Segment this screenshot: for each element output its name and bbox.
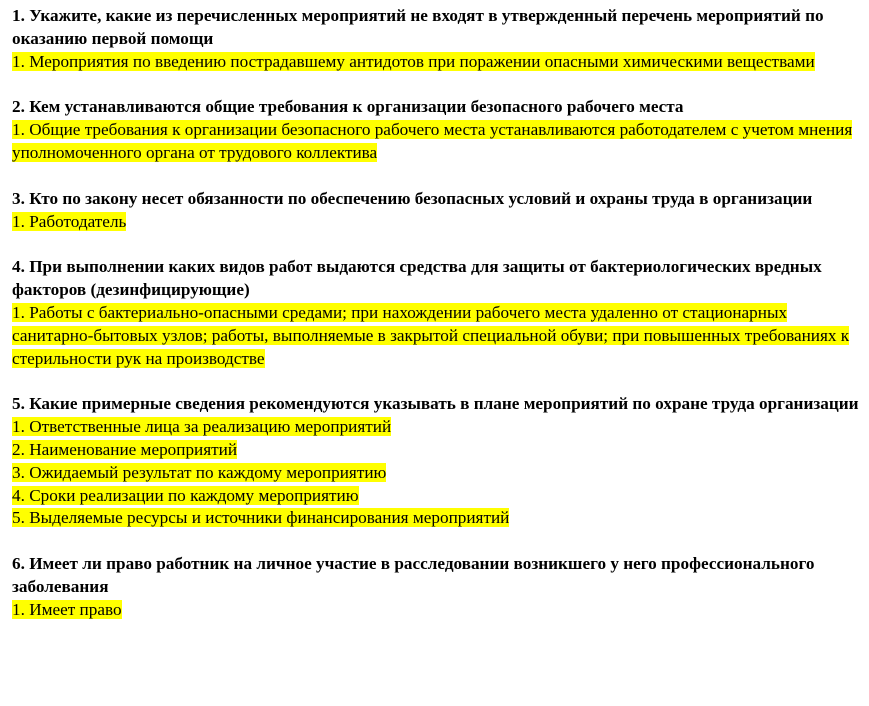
answer-highlight: 1. Общие требования к организации безопасного рабочего места устанавливаются работодателем с учетом мнения уполномоченного органа от трудового коллектива xyxy=(12,120,853,162)
question-block-6 xyxy=(12,553,861,621)
question-text: 2. Кем устанавливаются общие требования к организации безопасного рабочего места xyxy=(12,97,684,117)
question-text: 4. При выполнении каких видов работ выдаются средства для защиты от бактериологических вредных факторов (дезинфицирующие) xyxy=(12,257,822,300)
question-text: 5. Какие примерные сведения рекомендуются указывать в плане мероприятий по охране труда организации xyxy=(12,394,859,414)
answer-highlight: 1. Мероприятия по введению пострадавшему антидотов при поражении опасными химическими веществами xyxy=(12,51,815,71)
answer-highlight: 3. Ожидаемый результат по каждому мероприятию xyxy=(12,462,387,482)
question-block-5 xyxy=(12,393,861,530)
question-block-3 xyxy=(12,188,861,234)
question-block-4 xyxy=(12,256,861,370)
answer-highlight: 1. Работы с бактериально-опасными средами; при нахождении рабочего места удаленно от стационарных санитарно-бытовых узлов; работы, выполняемые в закрытой специальной обуви; при повышенных требованиях к стерильности рук на производстве xyxy=(12,302,850,368)
answer-highlight: 1. Ответственные лица за реализацию мероприятий xyxy=(12,417,392,437)
answer-highlight: 2. Наименование мероприятий xyxy=(12,439,238,459)
question-text: 6. Имеет ли право работник на личное участие в расследовании возникшего у него профессионального заболевания xyxy=(12,554,815,596)
answer-highlight: 5. Выделяемые ресурсы и источники финансирования мероприятий xyxy=(12,508,510,528)
question-block-2 xyxy=(12,96,861,164)
question-text: 1. Укажите, какие из перечисленных мероприятий не входят в утвержденный перечень мероприятий по оказанию первой помощи xyxy=(12,6,824,48)
question-text: 3. Кто по закону несет обязанности по обеспечению безопасных условий и охраны труда в организации xyxy=(12,188,813,208)
question-block-1 xyxy=(12,5,861,73)
answer-highlight: 1. Имеет право xyxy=(12,599,122,619)
answer-highlight: 1. Работодатель xyxy=(12,211,127,231)
answer-highlight: 4. Сроки реализации по каждому мероприятию xyxy=(12,485,359,505)
